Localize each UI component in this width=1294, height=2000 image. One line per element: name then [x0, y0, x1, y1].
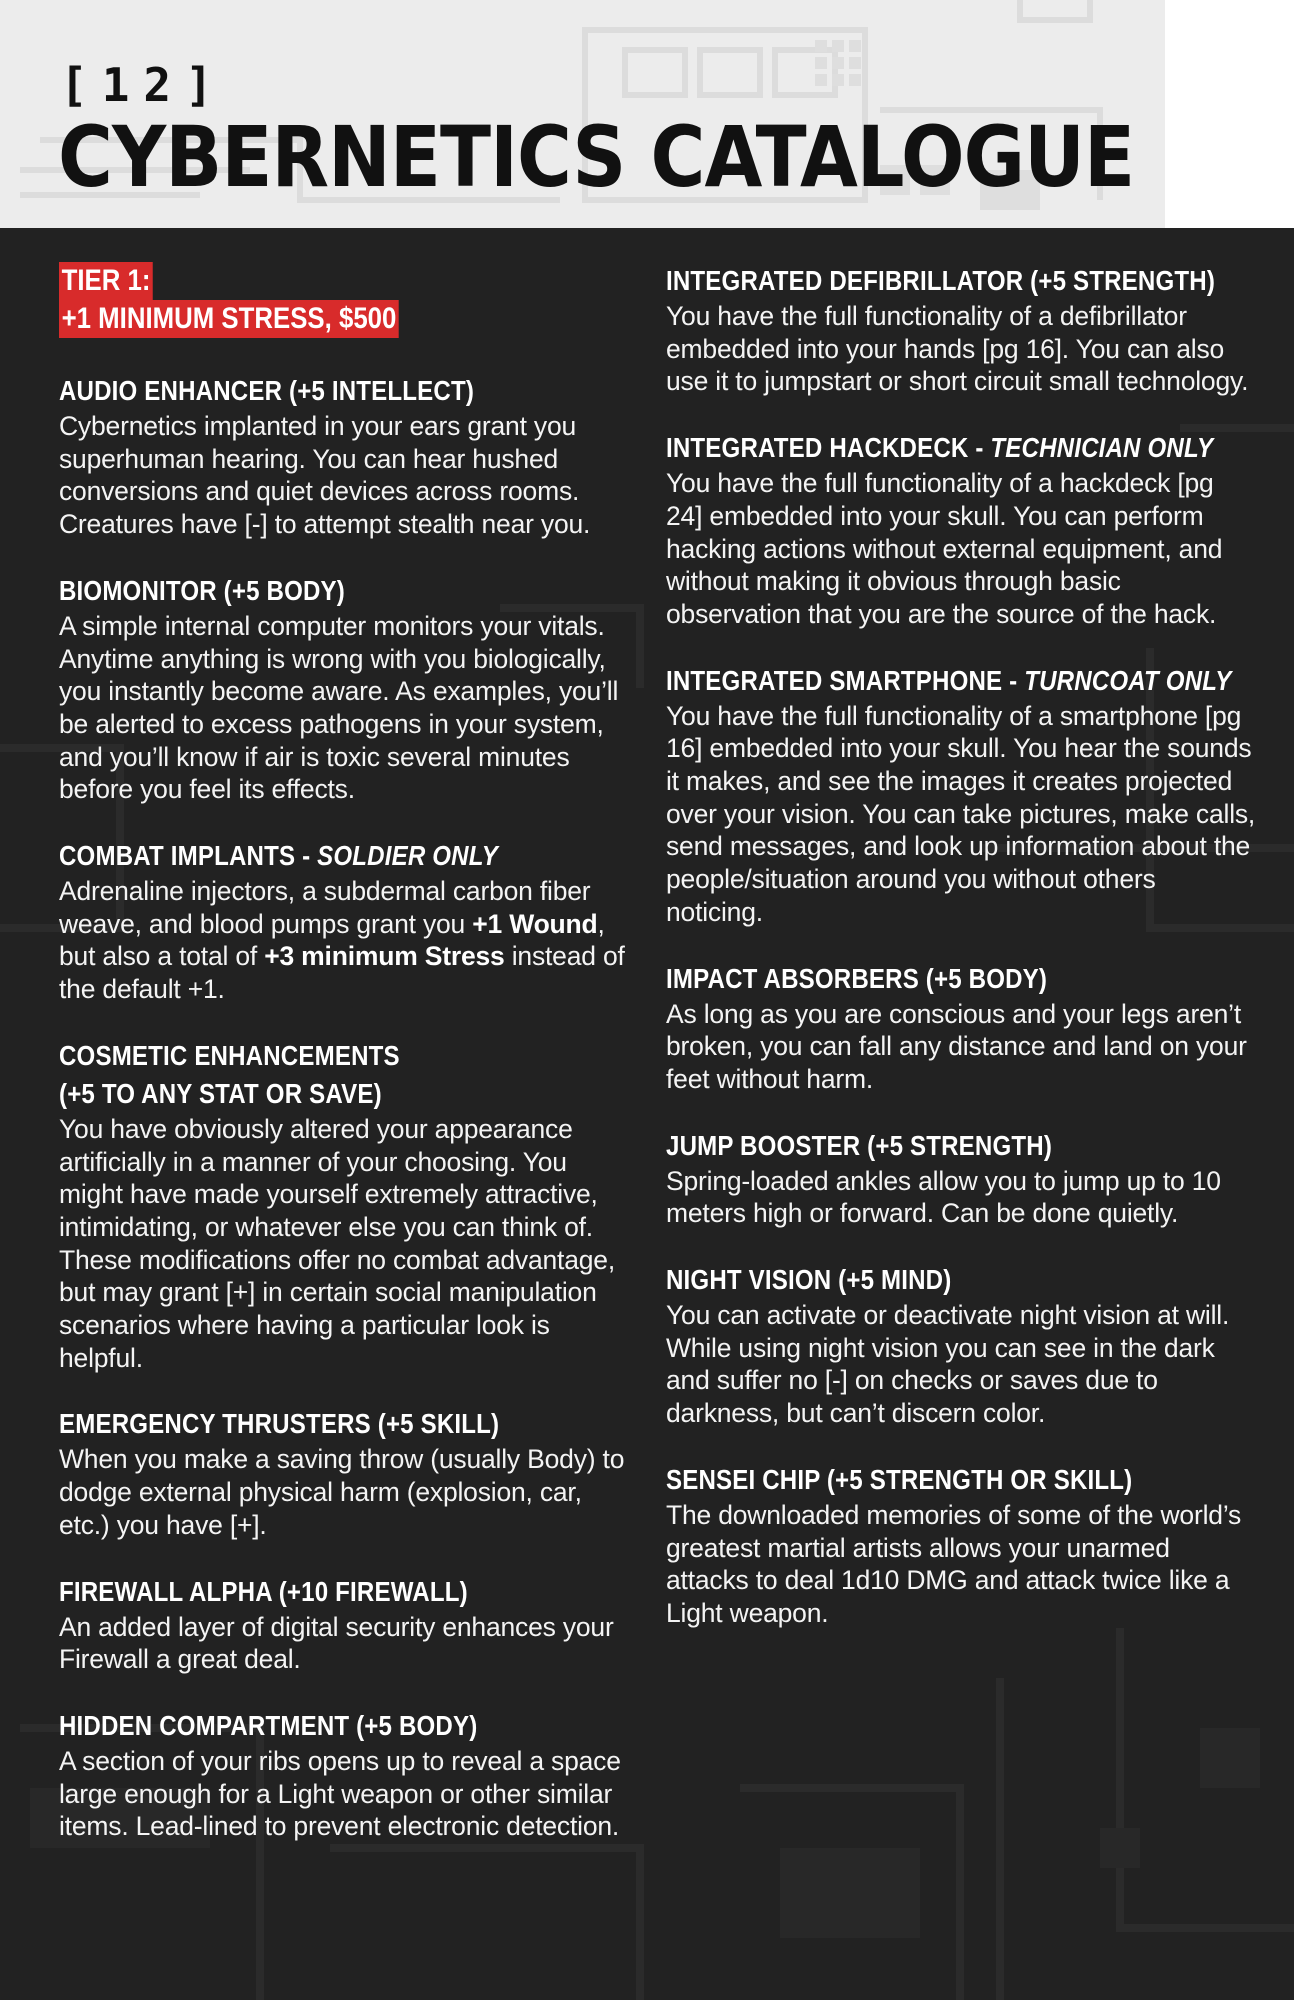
entry-title-text: INTEGRATED SMARTPHONE -: [666, 664, 1025, 696]
entry-biomonitor: [59, 572, 629, 806]
body-bold-1: +1 Wound: [472, 908, 598, 939]
entry-body: [59, 875, 629, 1006]
entry-title-line-1: COSMETIC ENHANCEMENTS: [59, 1039, 400, 1071]
entry-title: IMPACT ABSORBERS (+5 BODY): [666, 962, 1048, 994]
body-text-1: Adrenaline injectors, a subdermal carbon fiber weave, and blood pumps grant you: [59, 876, 591, 939]
entry-sensei-chip: [666, 1461, 1256, 1630]
entry-body: You have the full functionality of a smartphone [pg 16] embedded into your skull. You hear the sounds it makes, and see the images it creates projected over your vision. You can take pictures, make calls, send messages, and look up information about the people/situation around you without others noticing.: [666, 700, 1256, 927]
entry-title-text: COMBAT IMPLANTS -: [59, 840, 318, 872]
entry-body: Spring-loaded ankles allow you to jump up to 10 meters high or forward. Can be done quietly.: [666, 1165, 1221, 1229]
entry-title: INTEGRATED DEFIBRILLATOR (+5 STRENGTH): [666, 265, 1216, 296]
tier-line-2: +1 MINIMUM STRESS, $500: [59, 300, 399, 338]
role-restriction: TURNCOAT ONLY: [1024, 664, 1232, 696]
entry-title: AUDIO ENHANCER (+5 INTELLECT): [59, 375, 475, 406]
entry-impact-absorbers: [666, 960, 1256, 1096]
entry-title: [666, 662, 1232, 700]
entry-body: A simple internal computer monitors your vitals. Anytime anything is wrong with you biologically, you instantly become aware. As examples, you’ll be alerted to excess pathogens in your system, and you’ll know if air is toxic several minutes before you feel its effects.: [59, 610, 619, 805]
entry-body: An added layer of digital security enhances your Firewall a great deal.: [59, 1611, 614, 1675]
entry-integrated-defibrillator: [666, 262, 1256, 398]
entry-integrated-smartphone: [666, 662, 1256, 929]
entry-body: You have obviously altered your appearance artificially in a manner of your choosing. You might have made yourself extremely attractive, intimidating, or whatever else you can think of. These modifications offer no combat advantage, but may grant [+] in certain social manipulation scenarios where having a particular look is helpful.: [59, 1113, 615, 1373]
entry-body: You have the full functionality of a defibrillator embedded into your hands [pg 16]. You can also use it to jumpstart or short circuit small technology.: [666, 301, 1249, 397]
entry-combat-implants: [59, 837, 629, 1006]
page-header: [0, 0, 1294, 228]
role-restriction: SOLDIER ONLY: [317, 840, 499, 872]
entry-body: You can activate or deactivate night vision at will. While using night vision you can see in the dark and suffer no [-] on checks or saves due to darkness, but can’t discern color.: [666, 1300, 1230, 1429]
entry-body: As long as you are conscious and your legs aren’t broken, you can fall any distance and land on your feet without harm.: [666, 998, 1247, 1094]
body-text-2: , but also a total of: [59, 908, 605, 972]
entry-title-text: INTEGRATED HACKDECK -: [666, 432, 991, 464]
entry-title: HIDDEN COMPARTMENT (+5 BODY): [59, 1709, 478, 1741]
role-restriction: TECHNICIAN ONLY: [990, 432, 1214, 464]
page-number: [12]: [60, 58, 227, 112]
entry-title: NIGHT VISION (+5 MIND): [666, 1264, 952, 1296]
entry-body: You have the full functionality of a hackdeck [pg 24] embedded into your skull. You can perform hacking actions without external equipment, and without making it obvious through basic observation that you are the source of the hack.: [666, 468, 1223, 629]
entry-title: FIREWALL ALPHA (+10 FIREWALL): [59, 1575, 468, 1607]
page-title: CYBERNETICS CATALOGUE: [58, 108, 1135, 206]
right-column: [666, 262, 1256, 1661]
entry-title-line-2: (+5 TO ANY STAT OR SAVE): [59, 1077, 382, 1109]
body-bold-2: +3 minimum Stress: [264, 941, 505, 972]
entry-body: A section of your ribs opens up to reveal a space large enough for a Light weapon or other similar items. Lead-lined to prevent electronic detection.: [59, 1745, 621, 1842]
left-column: [59, 262, 629, 1874]
entry-title: [59, 837, 549, 875]
tier-line-1: TIER 1:: [59, 262, 153, 300]
entry-title: SENSEI CHIP (+5 STRENGTH OR SKILL): [666, 1463, 1133, 1495]
entry-title: [666, 429, 1214, 467]
entry-jump-booster: [666, 1127, 1256, 1230]
entry-body: The downloaded memories of some of the world’s greatest martial artists allows your unarmed attacks to deal 1d10 DMG and attack twice like a Light weapon.: [666, 1499, 1242, 1628]
entry-body: Cybernetics implanted in your ears grant you superhuman hearing. You can hear hushed conversions and quiet devices across rooms. Creatures have [-] to attempt stealth near you.: [59, 411, 591, 540]
entry-body: When you make a saving throw (usually Body) to dodge external physical harm (explosion, car, etc.) you have [+].: [59, 1444, 625, 1540]
tier-heading: [59, 262, 629, 338]
body-text-3: instead of the default +1.: [59, 941, 625, 1005]
entry-title: JUMP BOOSTER (+5 STRENGTH): [666, 1129, 1053, 1161]
entry-emergency-thrusters: [59, 1405, 629, 1541]
entry-hidden-compartment: [59, 1707, 629, 1843]
entry-integrated-hackdeck: [666, 429, 1256, 631]
entry-title: BIOMONITOR (+5 BODY): [59, 574, 345, 606]
entry-cosmetic-enhancements: [59, 1037, 629, 1375]
entry-audio-enhancer: [59, 372, 629, 541]
entry-title: EMERGENCY THRUSTERS (+5 SKILL): [59, 1408, 500, 1440]
entry-firewall-alpha: [59, 1573, 629, 1676]
entry-night-vision: [666, 1261, 1256, 1430]
